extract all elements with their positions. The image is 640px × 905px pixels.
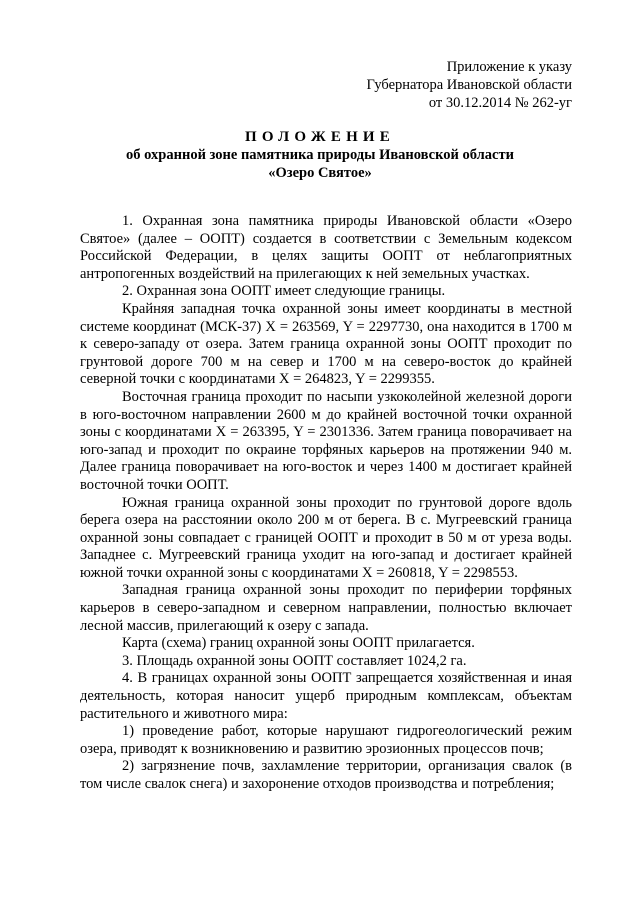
paragraph: 1. Охранная зона памятника природы Ивановской области «Озеро Святое» (далее – ООПТ) создается в соответствии с Земельным кодексом Российской Федерации, в целях защиты ООПТ от неблагоприятных антропогенных воздействий на прилегающих к ней земельных участках. [80,213,572,282]
paragraph: 1) проведение работ, которые нарушают гидрогеологический режим озера, приводят к возникновению и развитию эрозионных процессов почв; [80,723,572,757]
title-subtitle-2: «Озеро Святое» [268,165,372,181]
paragraph: 2. Охранная зона ООПТ имеет следующие границы. [122,283,446,300]
header-line-1: Приложение к указу [446,59,572,75]
header-line-2: Губернатора Ивановской области [366,77,572,93]
paragraph: Крайняя западная точка охранной зоны имеет координаты в местной системе координат (МСК-37) X = 263569, Y = 2297730, она находится в 1700 м к северо-западу от озера. Затем граница охранной зоны ООПТ проходит по грунтовой дороге 700 м на север и 1700 м на северо-восток до крайней северной точки с координатами X = 264823, Y = 2299355. [80,300,572,388]
title-subtitle-1: об охранной зоне памятника природы Ивановской области [126,147,514,163]
paragraph: 3. Площадь охранной зоны ООПТ составляет 1024,2 га. [122,652,467,669]
appendix-header [367,58,572,112]
header-line-3: от 30.12.2014 № 262-уг [428,95,572,111]
paragraph: Восточная граница проходит по насыпи узкоколейной железной дороги в юго-восточном направлении 2600 м до крайней восточной точки охранной зоны с координатами X = 263395, Y = 2301336. Затем граница поворачивает на юго-запад и проходит по окраине торфяных карьеров на протяжении 940 м. Далее граница поворачивает на юго-восток и через 1400 м достигает крайней восточной точки ООПТ. [80,388,572,493]
paragraph: Карта (схема) границ охранной зоны ООПТ прилагается. [122,635,475,652]
paragraph: Западная граница охранной зоны проходит по периферии торфяных карьеров в северо-западном и северном направлении, полностью включает лесной массив, прилегающий к озеру с запада. [80,582,572,634]
document-title [0,128,640,182]
paragraph: 2) загрязнение почв, захламление территории, организация свалок (в том числе свалок снега) и захоронение отходов производства и потребления; [80,758,572,792]
paragraph: 4. В границах охранной зоны ООПТ запрещается хозяйственная и иная деятельность, которая наносит ущерб природным комплексам, объектам растительного и животного мира: [80,670,572,722]
paragraph: Южная граница охранной зоны проходит по грунтовой дороге вдоль берега озера на расстоянии около 200 м от берега. В с. Мугреевский граница охранной зоны совпадает с границей ООПТ и проходит в 50 м от уреза воды. Западнее с. Мугреевский граница уходит на юго-запад и достигает крайней южной точки охранной зоны с координатами X = 260818, Y = 2298553. [80,494,572,581]
document-body [80,213,572,794]
title-main: ПОЛОЖЕНИЕ [244,129,396,145]
